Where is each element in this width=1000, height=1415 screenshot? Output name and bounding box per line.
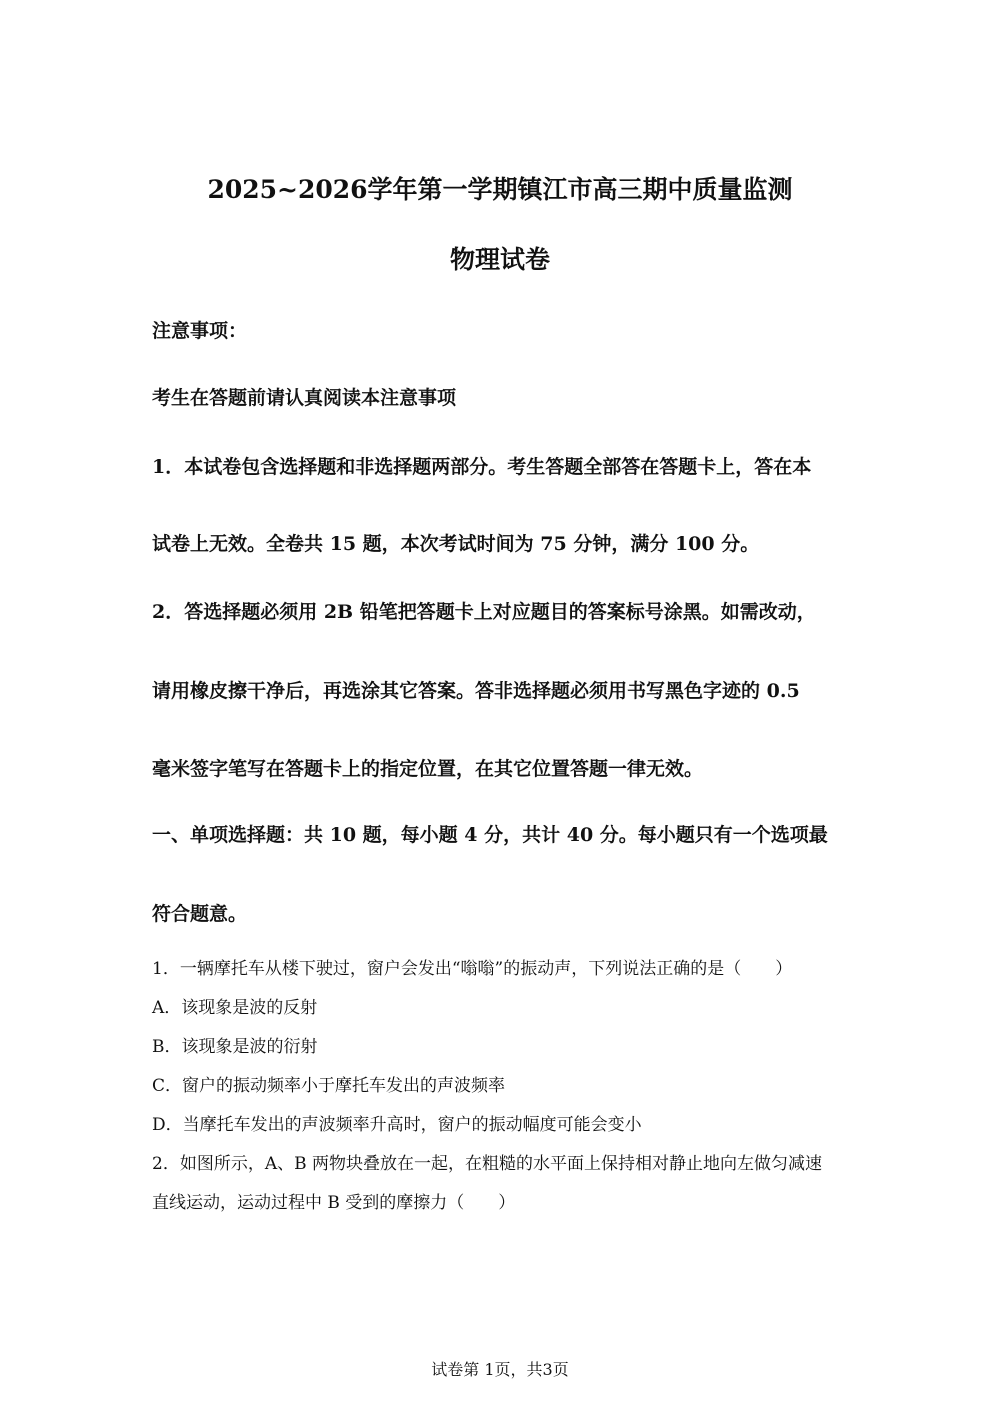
- question-1-stem: 1．一辆摩托车从楼下驶过，窗户会发出“嗡嗡”的振动声，下列说法正确的是（ ）: [152, 959, 793, 979]
- question-1-option-d: D．当摩托车发出的声波频率升高时，窗户的振动幅度可能会变小: [152, 1115, 642, 1135]
- notice-item-2-line-1: 2．答选择题必须用 2B 铅笔把答题卡上对应题目的答案标号涂黑。如需改动，: [152, 601, 816, 623]
- page-number-footer: 试卷第 1页，共3页: [431, 1360, 569, 1379]
- notice-item-2-line-2: 请用橡皮擦干净后，再选涂其它答案。答非选择题必须用书写黑色字迹的 0.5: [152, 680, 800, 702]
- question-2-stem-line-1: 2．如图所示，A、B 两物块叠放在一起，在粗糙的水平面上保持相对静止地向左做匀减速: [152, 1154, 822, 1174]
- notice-heading: 注意事项：: [152, 320, 248, 342]
- question-1-option-b: B．该现象是波的衍射: [152, 1037, 318, 1057]
- question-1-option-c: C．窗户的振动频率小于摩托车发出的声波频率: [152, 1076, 506, 1096]
- notice-item-2-line-3: 毫米签字笔写在答题卡上的指定位置，在其它位置答题一律无效。: [152, 758, 704, 780]
- exam-subtitle: 物理试卷: [449, 245, 550, 274]
- section-1-heading-line-1: 一、单项选择题：共 10 题，每小题 4 分，共计 40 分。每小题只有一个选项最: [152, 824, 828, 846]
- question-2-stem-line-2: 直线运动，运动过程中 B 受到的摩擦力（ ）: [152, 1193, 516, 1213]
- question-1-option-a: A．该现象是波的反射: [152, 998, 318, 1018]
- notice-item-1-line-2: 试卷上无效。全卷共 15 题，本次考试时间为 75 分钟，满分 100 分。: [152, 533, 760, 555]
- notice-intro: 考生在答题前请认真阅读本注意事项: [152, 387, 457, 409]
- exam-title: 2025~2026学年第一学期镇江市高三期中质量监测: [207, 175, 793, 204]
- section-1-heading-line-2: 符合题意。: [152, 903, 248, 925]
- notice-item-1-line-1: 1．本试卷包含选择题和非选择题两部分。考生答题全部答在答题卡上，答在本: [152, 456, 812, 478]
